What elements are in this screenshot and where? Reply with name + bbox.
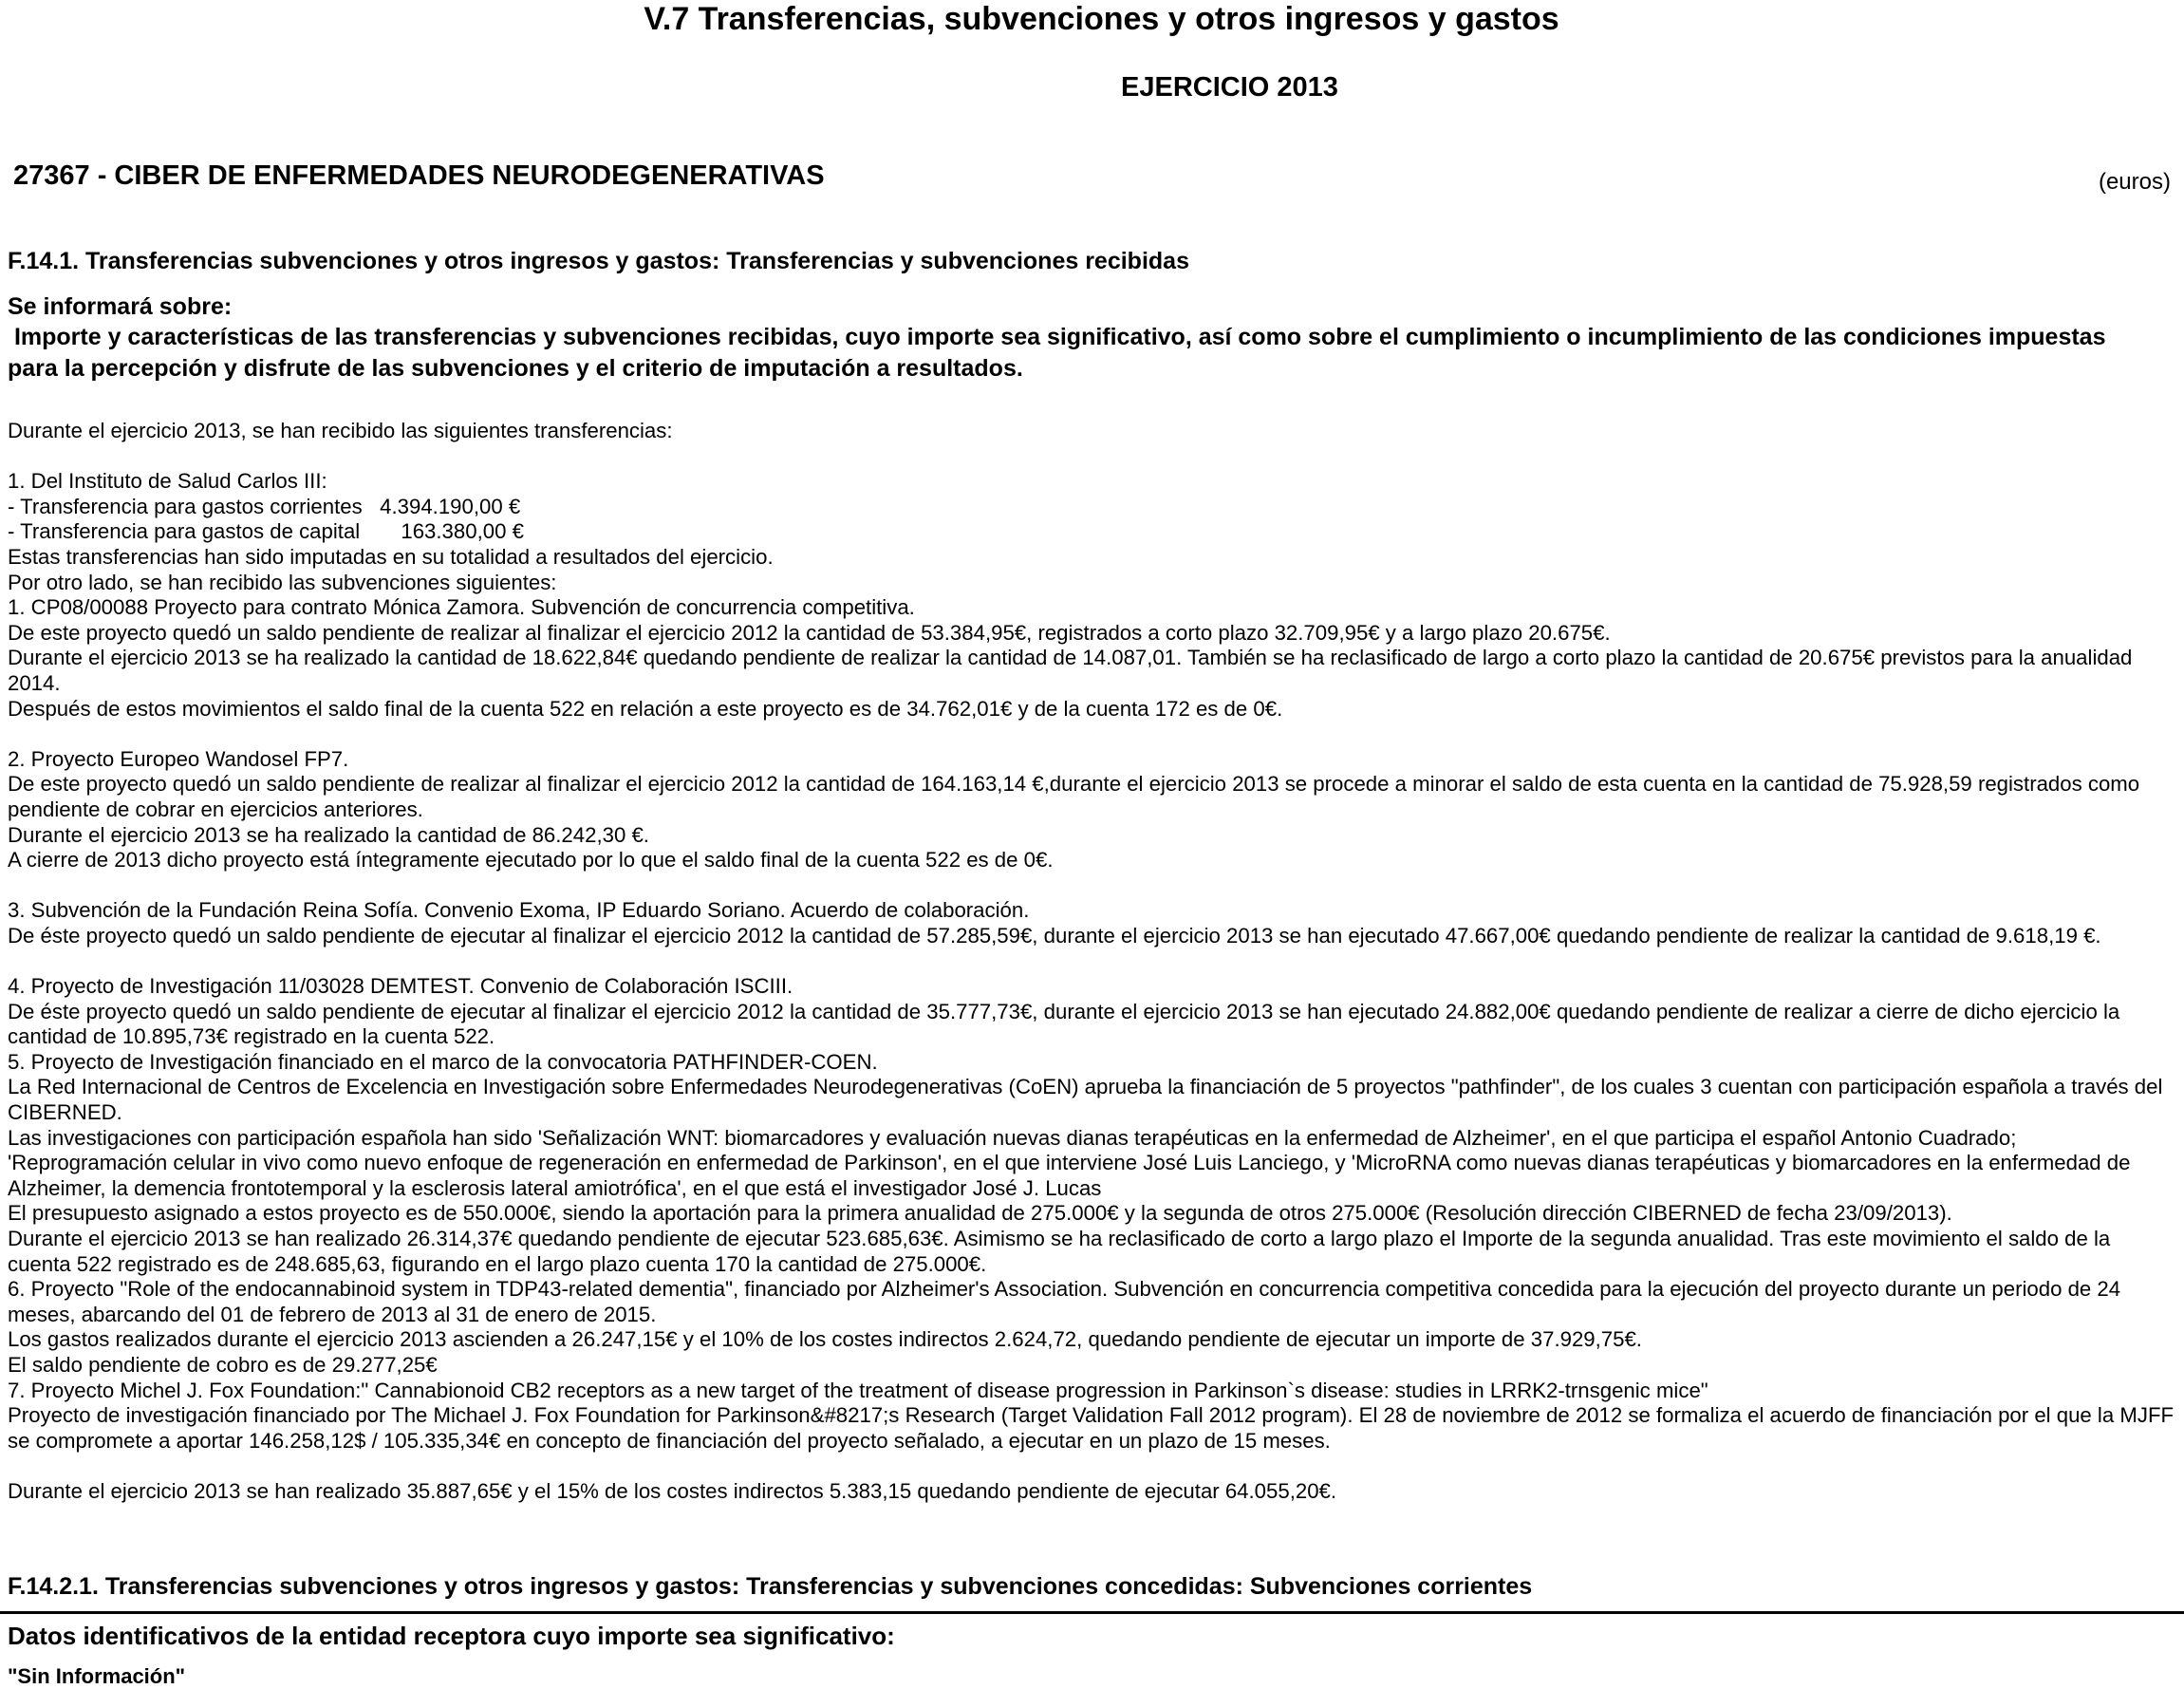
- paragraph: Las investigaciones con participación española han sido 'Señalización WNT: biomarcadores y evaluación nuevas dianas terapéuticas en la enfermedad de Alzheimer', en el que participa el español Antonio Cuadrado; 'Reprogramación celular in vivo como nuevo enfoque de regeneración en enfermedad de Parkinson', en el que interviene José Luis Lanciego, y 'MicroRNA como nuevas dianas terapéuticas y biomarcadores en la enfermedad de Alzheimer, la demencia frontotemporal y la esclerosis lateral amiotrófica', en el que está el investigador José J. Lucas: [8, 1125, 2131, 1200]
- paragraph: Después de estos movimientos el saldo final de la cuenta 522 en relación a este proyecto es de 34.762,01€ y de la cuenta 172 es de 0€.: [8, 696, 1283, 721]
- paragraph: De este proyecto quedó un saldo pendiente de realizar al finalizar el ejercicio 2012 la cantidad de 53.384,95€, registrados a corto plazo 32.709,95€ y a largo plazo 20.675€.: [8, 620, 1611, 645]
- page-title: V.7 Transferencias, subvenciones y otros ingresos y gastos: [644, 1, 1559, 37]
- paragraph: La Red Internacional de Centros de Excelencia en Investigación sobre Enfermedades Neurodegenerativas (CoEN) aprueba la financiación de 5 proyectos "pathfinder", de los cuales 3 cuentan con participación española a través del CIBERNED.: [8, 1075, 2163, 1125]
- paragraph: Durante el ejercicio 2013, se han recibido las siguientes transferencias:: [8, 419, 673, 442]
- paragraph: De éste proyecto quedó un saldo pendiente de ejecutar al finalizar el ejercicio 2012 la cantidad de 35.777,73€, durante el ejercicio 2013 se han ejecutado 24.882,00€ quedando pendiente de realizar a cierre de dicho ejercicio la cantidad de 10.895,73€ registrado en la cuenta 522.: [8, 999, 2120, 1049]
- entity-name: 27367 - CIBER DE ENFERMEDADES NEURODEGENERATIVAS: [13, 160, 825, 191]
- paragraph: A cierre de 2013 dicho proyecto está íntegramente ejecutado por lo que el saldo final de la cuenta 522 es de 0€.: [8, 848, 1054, 873]
- section-heading-f14221: F.14.2.1. Transferencias subvenciones y otros ingresos y gastos: Transferencias y subvenciones concedidas: Subvenciones corrientes: [8, 1573, 1533, 1600]
- paragraph: El presupuesto asignado a estos proyecto es de 550.000€, siendo la aportación para la primera anualidad de 275.000€ y la segunda de otros 275.000€ (Resolución dirección CIBERNED de fecha 23/09/2013).: [8, 1201, 1952, 1226]
- fiscal-year-title: EJERCICIO 2013: [1121, 72, 1338, 103]
- paragraph: Durante el ejercicio 2013 se ha realizado la cantidad de 18.622,84€ quedando pendiente de realizar la cantidad de 14.087,01. También se ha reclasificado de largo a corto plazo la cantidad de 20.675€ previstos para la anualidad 2014.: [8, 646, 2133, 695]
- no-information-text: "Sin Información": [8, 1664, 186, 1688]
- paragraph: Por otro lado, se han recibido las subvenciones siguientes:: [8, 570, 557, 594]
- inform-label: Se informará sobre:: [8, 293, 233, 320]
- paragraph: Proyecto de investigación financiado por The Michael J. Fox Foundation for Parkinson&#8217;s Research (Target Validation Fall 2012 program). El 28 de noviembre de 2012 se formaliza el acuerdo de financiación por el que la MJFF se compromete a aportar 146.258,12$ / 105.335,34€ en concepto de financiación del proyecto señalado, a ejecutar en un plazo de 15 meses.: [8, 1403, 2175, 1453]
- paragraph: De este proyecto quedó un saldo pendiente de realizar al finalizar el ejercicio 2012 la cantidad de 164.163,14 €,durante el ejercicio 2013 se procede a minorar el saldo de esta cuenta en la cantidad de 75.928,59 registrados como pendiente de cobrar en ejercicios anteriores.: [8, 772, 2140, 821]
- units-label: (euros): [2098, 169, 2171, 195]
- section-heading-f1411: F.14.1. Transferencias subvenciones y otros ingresos y gastos: Transferencias y subvenciones recibidas: [8, 248, 1189, 274]
- paragraph: 1. Del Instituto de Salud Carlos III:: [8, 469, 327, 494]
- paragraph: 3. Subvención de la Fundación Reina Sofía. Convenio Exoma, IP Eduardo Soriano. Acuerdo de colaboración.: [8, 898, 1030, 923]
- paragraph: 7. Proyecto Michel J. Fox Foundation:" Cannabionoid CB2 receptors as a new target of the treatment of disease progression in Parkinson`s disease: studies in LRRK2-trnsgenic mice": [8, 1378, 1708, 1402]
- paragraph: Durante el ejercicio 2013 se han realizado 26.314,37€ quedando pendiente de ejecutar 523.685,63€. Asimismo se ha reclasificado de corto a largo plazo el Importe de la segunda anualidad. Tras este movimiento el saldo de la cuenta 522 registrado es de 248.685,63, figurando en el largo plazo cuenta 170 la cantidad de 275.000€.: [8, 1227, 2111, 1276]
- paragraph: Estas transferencias han sido imputadas en su totalidad a resultados del ejercicio.: [8, 544, 774, 569]
- paragraph: - Transferencia para gastos corrientes 4.394.190,00 €: [8, 494, 521, 518]
- paragraph: Durante el ejercicio 2013 se ha realizado la cantidad de 86.242,30 €.: [8, 822, 649, 847]
- paragraph: De éste proyecto quedó un saldo pendiente de ejecutar al finalizar el ejercicio 2012 la cantidad de 57.285,59€, durante el ejercicio 2013 se han ejecutado 47.667,00€ quedando pendiente de realizar la cantidad de 9.618,19 €.: [8, 923, 2101, 948]
- recipient-data-label: Datos identificativos de la entidad receptora cuyo importe sea significativo:: [8, 1622, 895, 1650]
- paragraph: 1. CP08/00088 Proyecto para contrato Mónica Zamora. Subvención de concurrencia competitiva.: [8, 595, 915, 620]
- divider: [0, 1611, 2184, 1614]
- paragraph: El saldo pendiente de cobro es de 29.277,25€: [8, 1352, 438, 1377]
- paragraph: Los gastos realizados durante el ejercicio 2013 ascienden a 26.247,15€ y el 10% de los costes indirectos 2.624,72, quedando pendiente de ejecutar un importe de 37.929,75€.: [8, 1327, 1642, 1352]
- inform-description: Importe y características de las transferencias y subvenciones recibidas, cuyo importe sea significativo, así como sobre el cumplimiento o incumplimiento de las condiciones impuestas para la percepción y disfrute de las subvenciones y el criterio de imputación a resultados.: [8, 324, 2113, 382]
- paragraph: 4. Proyecto de Investigación 11/03028 DEMTEST. Convenio de Colaboración ISCIII.: [8, 974, 793, 999]
- paragraph: - Transferencia para gastos de capital 163.380,00 €: [8, 519, 524, 544]
- paragraph: 2. Proyecto Europeo Wandosel FP7.: [8, 746, 349, 771]
- paragraph: 6. Proyecto "Role of the endocannabinoid system in TDP43-related dementia", financiado por Alzheimer's Association. Subvención en concurrencia competitiva concedida para la ejecución del proyecto durante un periodo de 24 meses, abarcando del 01 de febrero de 2013 al 31 de enero de 2015.: [8, 1277, 2121, 1326]
- body-text: [8, 419, 2176, 1505]
- paragraph: Durante el ejercicio 2013 se han realizado 35.887,65€ y el 15% de los costes indirectos 5.383,15 quedando pendiente de ejecutar 64.055,20€.: [8, 1478, 1337, 1503]
- paragraph: 5. Proyecto de Investigación financiado en el marco de la convocatoria PATHFINDER-COEN.: [8, 1049, 878, 1074]
